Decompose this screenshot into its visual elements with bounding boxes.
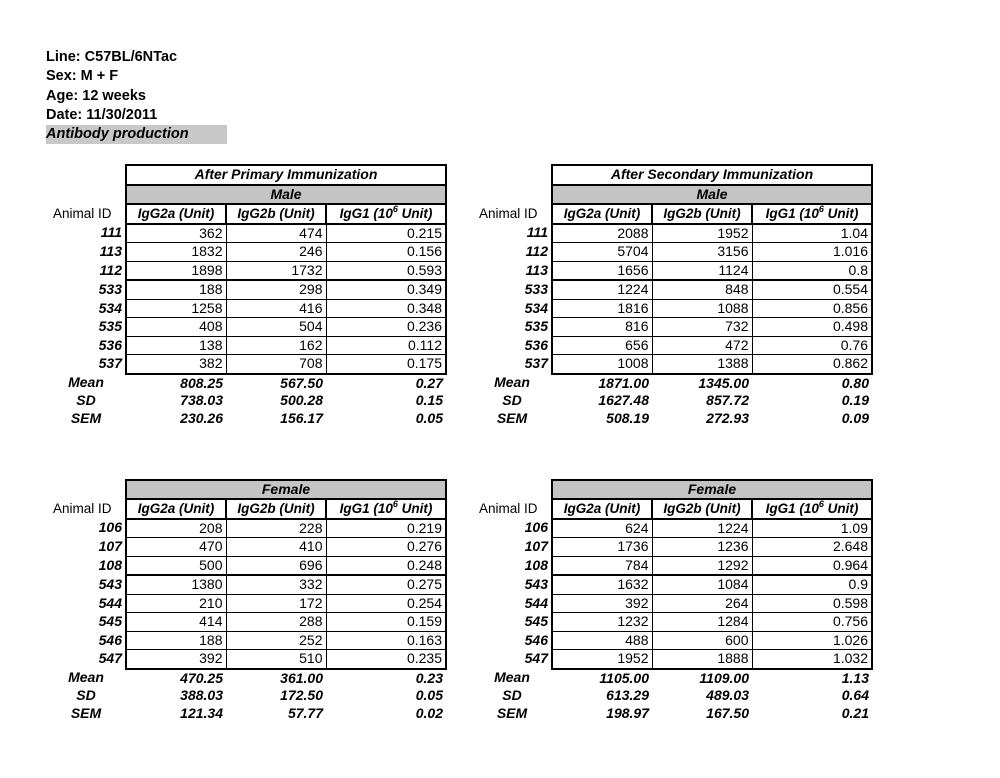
sem-value: 230.26 [180,409,223,426]
igg2b-value: 1388 [652,355,752,374]
table-row [472,355,872,374]
mean-label: Mean [494,374,530,390]
stat-row-sd [472,687,872,705]
sd-label: SD [502,687,522,703]
igg2b-value: 732 [652,318,752,337]
table-row [472,538,872,557]
sem-value: 0.05 [415,409,443,426]
animal-id: 112 [525,243,548,259]
sd-value: 172.50 [280,687,323,703]
igg2b-value: 1236 [652,538,752,557]
animal-id: 113 [99,243,122,259]
sem-value: 272.93 [706,409,749,426]
animal-id: 111 [526,224,548,241]
sd-value: 489.03 [706,687,749,703]
igg2a-value: 138 [126,336,226,355]
animal-id: 108 [524,556,548,573]
igg1-value: 0.8 [752,261,872,280]
animal-id: 533 [524,280,548,297]
data-table [472,461,873,722]
sex-label: Sex: M + F [46,68,119,85]
igg1-value: 0.349 [326,280,446,299]
igg2a-value: 5704 [552,243,652,262]
igg2b-value: 1124 [652,261,752,280]
igg2a-value: 1258 [126,299,226,318]
animal-id: 544 [98,594,122,611]
igg2a-value: 1898 [126,261,226,280]
stat-row-sd [46,687,446,705]
sem-label: SEM [496,704,528,721]
sex-subtitle: Male [552,185,872,205]
igg1-header-exponent: 6 [392,204,398,214]
mean-value: 808.25 [180,374,223,391]
sem-value: 0.02 [415,704,443,721]
igg2b-value: 172 [226,594,326,613]
igg1-value: 0.598 [752,594,872,613]
igg1-value: 1.032 [752,650,872,669]
igg2a-value: 1632 [552,575,652,594]
animal-id: 107 [524,538,548,554]
igg2a-value: 1832 [126,243,226,262]
igg2a-value: 392 [552,594,652,613]
mean-value: 1.13 [841,669,869,686]
spacer-cell [126,461,446,480]
igg2a-header: IgG2a (Unit) [126,499,226,519]
igg1-header [752,499,872,519]
animal-id: 544 [524,594,548,611]
table-secondary-male [472,164,873,427]
igg2b-value: 1292 [652,556,752,575]
igg2a-value: 1008 [552,355,652,374]
igg2a-value: 1380 [126,575,226,594]
animal-id: 111 [100,224,122,241]
igg1-value: 0.554 [752,280,872,299]
table-row [46,594,446,613]
animal-id: 107 [98,538,122,554]
igg1-value: 0.856 [752,299,872,318]
igg2b-value: 848 [652,280,752,299]
igg1-value: 0.964 [752,556,872,575]
sd-value: 613.29 [606,687,649,703]
animal-id: 533 [98,280,122,297]
stat-row-sem [472,705,872,723]
igg2a-value: 1736 [552,538,652,557]
igg1-value: 1.026 [752,631,872,650]
igg1-value: 1.04 [752,224,872,243]
igg2a-value: 1816 [552,299,652,318]
igg1-header-unit: Unit) [823,206,859,221]
sd-label: SD [502,392,522,408]
sd-value: 0.15 [415,392,443,408]
igg2b-value: 332 [226,575,326,594]
sd-value: 0.05 [415,687,443,703]
table-row [472,280,872,299]
section-label: Antibody production [46,125,227,144]
igg2a-value: 188 [126,280,226,299]
table-row [472,556,872,575]
igg2a-value: 624 [552,519,652,538]
igg1-value: 0.159 [326,613,446,632]
animal-id: 534 [98,299,122,316]
table-row [46,575,446,594]
igg1-header-exponent: 6 [818,204,824,214]
mean-value: 0.80 [841,374,869,391]
sex-subtitle: Female [126,480,446,500]
sd-value: 388.03 [180,687,223,703]
table-row [472,318,872,337]
igg1-value: 0.756 [752,613,872,632]
igg2b-value: 474 [226,224,326,243]
document-header [46,48,227,144]
igg2a-value: 1232 [552,613,652,632]
mean-value: 470.25 [180,669,223,686]
igg2a-value: 656 [552,336,652,355]
table-row [46,538,446,557]
igg1-header-text: IgG1 (10 [339,206,393,221]
sd-value: 1627.48 [598,392,649,408]
data-table [46,461,447,722]
igg2b-value: 228 [226,519,326,538]
table-secondary-female [472,461,873,722]
table-row [46,613,446,632]
animal-id: 112 [99,261,122,278]
mean-value: 1105.00 [599,669,649,686]
table-row [46,556,446,575]
igg1-value: 0.248 [326,556,446,575]
igg1-header [326,204,446,224]
mean-value: 1109.00 [699,669,749,686]
igg2a-header: IgG2a (Unit) [126,204,226,224]
sex-subtitle: Male [126,185,446,205]
igg1-value: 1.016 [752,243,872,262]
table-title: After Primary Immunization [126,165,446,185]
igg1-value: 0.236 [326,318,446,337]
igg1-value: 0.215 [326,224,446,243]
igg2b-header: IgG2b (Unit) [652,204,752,224]
sem-value: 198.97 [606,704,649,721]
stat-row-mean [472,669,872,688]
mean-value: 0.27 [415,374,443,391]
sex-subtitle: Female [552,480,872,500]
line-label: Line: C57BL/6NTac [46,49,178,65]
table-row [472,594,872,613]
igg2b-value: 3156 [652,243,752,262]
sd-value: 0.19 [841,392,869,408]
igg2a-value: 816 [552,318,652,337]
igg2b-value: 472 [652,336,752,355]
igg2a-value: 382 [126,355,226,374]
mean-value: 567.50 [280,374,323,391]
stat-row-mean [46,669,446,688]
animal-id-header: Animal ID [53,206,112,221]
spacer-cell [472,461,552,480]
igg2b-value: 1084 [652,575,752,594]
igg2b-value: 1888 [652,650,752,669]
igg1-value: 0.163 [326,631,446,650]
stat-row-sem [46,705,446,723]
stat-row-sd [46,392,446,410]
igg1-header-text: IgG1 (10 [765,206,819,221]
table-row [46,261,446,280]
table-row [46,519,446,538]
animal-id: 536 [98,336,122,353]
igg1-value: 0.175 [326,355,446,374]
table-row [472,243,872,262]
igg2b-value: 288 [226,613,326,632]
igg1-value: 0.862 [752,355,872,374]
igg1-header-exponent: 6 [392,499,398,509]
spacer-cell [472,185,552,205]
igg2a-header: IgG2a (Unit) [552,499,652,519]
igg1-value: 0.348 [326,299,446,318]
igg2a-header: IgG2a (Unit) [552,204,652,224]
table-title: After Secondary Immunization [552,165,872,185]
data-table [472,164,873,427]
date-label: Date: 11/30/2011 [46,106,158,123]
igg2b-value: 600 [652,631,752,650]
igg1-header-exponent: 6 [818,499,824,509]
igg2a-value: 362 [126,224,226,243]
igg2b-value: 1732 [226,261,326,280]
igg2b-value: 252 [226,631,326,650]
spacer-cell [552,461,872,480]
animal-id-header: Animal ID [479,501,538,516]
spacer-cell [46,165,126,185]
animal-id: 535 [98,318,122,334]
igg2b-header: IgG2b (Unit) [226,499,326,519]
igg2a-value: 208 [126,519,226,538]
igg1-header-text: IgG1 (10 [339,501,393,516]
sd-value: 500.28 [280,392,323,408]
igg1-value: 0.219 [326,519,446,538]
igg2b-header: IgG2b (Unit) [652,499,752,519]
animal-id: 547 [98,650,122,667]
sem-value: 57.77 [287,704,323,721]
igg2b-value: 298 [226,280,326,299]
igg1-value: 2.648 [752,538,872,557]
table-row [472,519,872,538]
stat-row-mean [46,374,446,393]
spacer-cell [46,480,126,500]
sem-label: SEM [496,409,528,426]
mean-label: Mean [494,669,530,685]
spacer-cell [472,165,552,185]
table-row [46,299,446,318]
igg1-value: 0.254 [326,594,446,613]
table-primary-female [46,461,447,722]
animal-id: 537 [524,355,548,372]
table-row [472,613,872,632]
animal-id: 108 [98,556,122,573]
table-row [46,336,446,355]
animal-id: 546 [98,631,122,648]
igg2b-value: 510 [226,650,326,669]
igg1-value: 0.112 [326,336,446,355]
sem-value: 508.19 [606,409,649,426]
stat-row-sem [472,410,872,428]
igg2a-value: 188 [126,631,226,650]
sd-label: SD [76,687,96,703]
animal-id: 106 [524,519,548,536]
igg2b-value: 246 [226,243,326,262]
mean-label: Mean [68,374,104,390]
sd-value: 857.72 [706,392,749,408]
animal-id: 543 [98,575,122,592]
igg2a-value: 488 [552,631,652,650]
igg2b-value: 1952 [652,224,752,243]
animal-id: 537 [98,355,122,372]
animal-id: 536 [524,336,548,353]
sem-value: 167.50 [706,704,749,721]
spacer-cell [472,480,552,500]
igg2b-value: 1284 [652,613,752,632]
animal-id: 546 [524,631,548,648]
stat-row-mean [472,374,872,393]
igg2b-value: 416 [226,299,326,318]
sem-value: 121.34 [180,704,223,721]
igg2a-value: 500 [126,556,226,575]
table-row [472,224,872,243]
igg2a-value: 784 [552,556,652,575]
igg1-value: 0.275 [326,575,446,594]
animal-id: 545 [524,613,548,629]
igg2b-value: 1088 [652,299,752,318]
igg2a-value: 2088 [552,224,652,243]
igg2a-value: 210 [126,594,226,613]
sem-value: 156.17 [280,409,323,426]
animal-id-header: Animal ID [53,501,112,516]
age-label: Age: 12 weeks [46,87,146,104]
igg2b-value: 708 [226,355,326,374]
animal-id: 545 [98,613,122,629]
igg1-value: 0.76 [752,336,872,355]
table-row [46,631,446,650]
table-row [472,631,872,650]
sd-value: 0.64 [841,687,869,703]
igg2a-value: 408 [126,318,226,337]
igg1-value: 0.498 [752,318,872,337]
igg1-value: 0.9 [752,575,872,594]
igg1-value: 0.156 [326,243,446,262]
data-table [46,164,447,427]
animal-id: 534 [524,299,548,316]
animal-id: 113 [525,261,548,278]
igg1-value: 0.276 [326,538,446,557]
spacer-cell [46,185,126,205]
table-row [472,650,872,669]
mean-value: 1345.00 [698,374,749,391]
sd-label: SD [76,392,96,408]
mean-value: 0.23 [415,669,443,686]
igg2b-value: 1224 [652,519,752,538]
igg1-value: 0.593 [326,261,446,280]
igg2a-value: 392 [126,650,226,669]
sem-value: 0.21 [841,704,869,721]
spacer-cell [46,461,126,480]
igg1-header-unit: Unit) [397,206,433,221]
igg1-value: 0.235 [326,650,446,669]
igg2a-value: 1224 [552,280,652,299]
animal-id: 543 [524,575,548,592]
table-row [46,280,446,299]
animal-id: 106 [98,519,122,536]
mean-value: 361.00 [280,669,323,686]
igg1-value: 1.09 [752,519,872,538]
stat-row-sem [46,410,446,428]
sem-value: 0.09 [841,409,869,426]
igg1-header [326,499,446,519]
igg2b-value: 264 [652,594,752,613]
mean-label: Mean [68,669,104,685]
igg2b-value: 504 [226,318,326,337]
igg1-header [752,204,872,224]
table-row [46,318,446,337]
table-row [472,261,872,280]
igg2b-value: 410 [226,538,326,557]
table-row [46,650,446,669]
sd-value: 738.03 [180,392,223,408]
sem-label: SEM [70,704,102,721]
igg2b-header: IgG2b (Unit) [226,204,326,224]
table-row [46,243,446,262]
mean-value: 1871.00 [598,374,649,391]
table-row [472,336,872,355]
table-primary-male [46,164,447,427]
igg1-header-text: IgG1 (10 [765,501,819,516]
table-row [472,575,872,594]
sem-label: SEM [70,409,102,426]
igg2b-value: 162 [226,336,326,355]
animal-id: 535 [524,318,548,334]
animal-id: 547 [524,650,548,667]
table-row [46,355,446,374]
igg2a-value: 1952 [552,650,652,669]
igg1-header-unit: Unit) [823,501,859,516]
table-row [46,224,446,243]
animal-id-header: Animal ID [479,206,538,221]
igg2a-value: 414 [126,613,226,632]
table-row [472,299,872,318]
igg2a-value: 470 [126,538,226,557]
igg2b-value: 696 [226,556,326,575]
stat-row-sd [472,392,872,410]
igg2a-value: 1656 [552,261,652,280]
igg1-header-unit: Unit) [397,501,433,516]
